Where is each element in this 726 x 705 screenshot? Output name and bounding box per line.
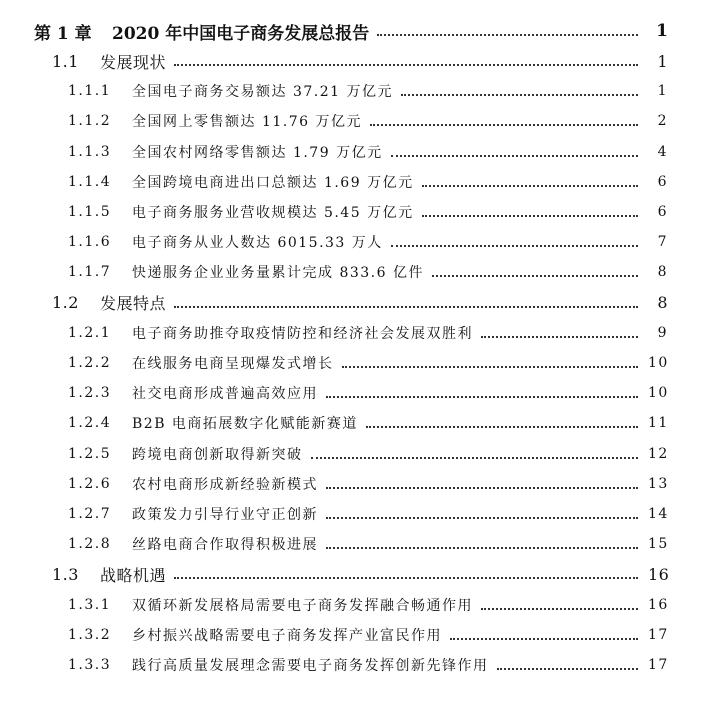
entry-title: 电子商务从业人数达 6015.33 万人 (132, 235, 383, 252)
entry-number: 1.3.1 (68, 596, 112, 613)
entry-title: 政策发力引导行业守正创新 (132, 507, 318, 523)
entry-title: 跨境电商创新取得新突破 (132, 446, 303, 463)
toc-subsection-entry[interactable] (68, 197, 668, 227)
entry-page-number: 10 (648, 385, 669, 402)
dot-leader (311, 457, 639, 459)
entry-title: 电子商务助推夺取疫情防控和经济社会发展双胜利 (132, 325, 473, 342)
entry-number: 1.2.2 (68, 355, 112, 371)
chapter-number: 第 1 章 (34, 23, 92, 44)
entry-number: 1.1.3 (68, 143, 112, 160)
entry-number: 1.1.1 (68, 83, 112, 100)
entry-number: 1.1.5 (68, 204, 112, 220)
toc-section-entry[interactable] (52, 46, 668, 76)
dot-leader (450, 638, 638, 640)
entry-title: 快递服务企业业务量累计完成 833.6 亿件 (132, 265, 424, 282)
entry-page-number: 9 (657, 324, 668, 341)
entry-title: 全国电子商务交易额达 37.21 万亿元 (132, 84, 393, 101)
entry-page-number: 2 (657, 113, 668, 130)
dot-leader (391, 245, 638, 247)
entry-page-number: 4 (657, 143, 668, 160)
entry-number: 1.1 (52, 51, 79, 71)
dot-leader (174, 577, 638, 579)
entry-title: 在线服务电商呈现爆发式增长 (132, 356, 334, 372)
entry-number: 1.1.7 (68, 264, 112, 281)
entry-number: 1.2.3 (68, 385, 112, 402)
toc-subsection-entry[interactable] (68, 106, 668, 136)
entry-number: 1.3 (52, 564, 79, 584)
entry-title: 电子商务服务业营收规模达 5.45 万亿元 (132, 205, 414, 221)
toc-subsection-entry[interactable] (68, 650, 668, 680)
entry-page-number: 8 (657, 264, 668, 281)
entry-number: 1.2 (52, 293, 79, 313)
entry-title: 乡村振兴战略需要电子商务发挥产业富民作用 (132, 627, 442, 644)
entry-page-number: 1 (657, 83, 668, 100)
dot-leader (422, 215, 638, 217)
entry-number: 1.1.4 (68, 173, 112, 190)
entry-title: 农村电商形成新经验新模式 (132, 476, 318, 493)
entry-page-number: 6 (657, 173, 668, 190)
dot-leader (326, 396, 638, 398)
dot-leader (391, 155, 638, 157)
toc-subsection-entry[interactable] (68, 348, 668, 378)
toc-subsection-entry[interactable] (68, 167, 668, 197)
entry-title: 双循环新发展格局需要电子商务发挥融合畅通作用 (132, 597, 473, 614)
toc-subsection-entry[interactable] (68, 620, 668, 650)
dot-leader (432, 275, 638, 277)
entry-title: 全国跨境电商进出口总额达 1.69 万亿元 (132, 174, 414, 191)
dot-leader (342, 366, 639, 368)
entry-page-number: 17 (648, 626, 669, 643)
toc-section-entry[interactable] (52, 288, 668, 318)
toc-subsection-entry[interactable] (68, 499, 668, 529)
toc-subsection-entry[interactable] (68, 439, 668, 469)
entry-page-number: 17 (648, 657, 669, 673)
entry-title: 全国网上零售额达 11.76 万亿元 (132, 114, 362, 131)
dot-leader (377, 34, 638, 36)
entry-number: 1.3.3 (68, 657, 112, 673)
dot-leader (366, 426, 638, 428)
dot-leader (481, 336, 638, 338)
chapter-page-number: 1 (656, 21, 668, 41)
entry-page-number: 8 (657, 293, 668, 313)
entry-title: 战略机遇 (100, 565, 167, 585)
entry-title: 社交电商形成普遍高效应用 (132, 386, 318, 403)
entry-number: 1.2.6 (68, 475, 112, 492)
entry-page-number: 7 (657, 234, 668, 251)
entry-number: 1.1.6 (68, 234, 112, 251)
dot-leader (422, 185, 638, 187)
entry-title: 全国农村网络零售额达 1.79 万亿元 (132, 144, 383, 161)
toc-subsection-entry[interactable] (68, 257, 668, 287)
entry-number: 1.2.4 (68, 415, 112, 432)
entry-title: 践行高质量发展理念需要电子商务发挥创新先锋作用 (132, 658, 489, 674)
toc-subsection-entry[interactable] (68, 590, 668, 620)
entry-page-number: 16 (648, 596, 669, 613)
toc-subsection-entry[interactable] (68, 408, 668, 438)
chapter-title: 2020 年中国电子商务发展总报告 (112, 23, 370, 44)
dot-leader (481, 608, 638, 610)
dot-leader (401, 94, 638, 96)
toc-subsection-entry[interactable] (68, 318, 668, 348)
entry-number: 1.2.1 (68, 324, 112, 341)
entry-page-number: 6 (657, 204, 668, 220)
toc-subsection-entry[interactable] (68, 76, 668, 106)
toc-subsection-entry[interactable] (68, 137, 668, 167)
entry-page-number: 12 (648, 445, 669, 462)
entry-title: 发展特点 (100, 294, 167, 314)
entry-page-number: 13 (648, 475, 669, 492)
entry-number: 1.1.2 (68, 113, 112, 130)
dot-leader (174, 306, 638, 308)
toc-chapter-entry[interactable] (34, 16, 668, 46)
entry-page-number: 1 (657, 51, 668, 71)
dot-leader (326, 487, 638, 489)
dot-leader (497, 668, 639, 670)
entry-title: 发展现状 (100, 52, 167, 72)
entry-page-number: 14 (648, 506, 669, 522)
dot-leader (370, 124, 638, 126)
entry-page-number: 11 (648, 415, 669, 432)
entry-number: 1.2.7 (68, 506, 112, 522)
entry-number: 1.3.2 (68, 626, 112, 643)
entry-title: 丝路电商合作取得积极进展 (132, 537, 318, 554)
entry-page-number: 15 (648, 536, 669, 553)
toc-subsection-entry[interactable] (68, 378, 668, 408)
toc-subsection-entry[interactable] (68, 227, 668, 257)
dot-leader (174, 64, 638, 66)
entry-number: 1.2.8 (68, 536, 112, 553)
toc-section-entry[interactable] (52, 559, 668, 589)
dot-leader (326, 517, 638, 519)
entry-page-number: 10 (648, 355, 669, 371)
toc-subsection-entry[interactable] (68, 529, 668, 559)
entry-number: 1.2.5 (68, 445, 112, 462)
entry-page-number: 16 (648, 564, 670, 584)
dot-leader (326, 547, 638, 549)
entry-title: B2B 电商拓展数字化赋能新赛道 (132, 416, 358, 433)
toc-subsection-entry[interactable] (68, 469, 668, 499)
